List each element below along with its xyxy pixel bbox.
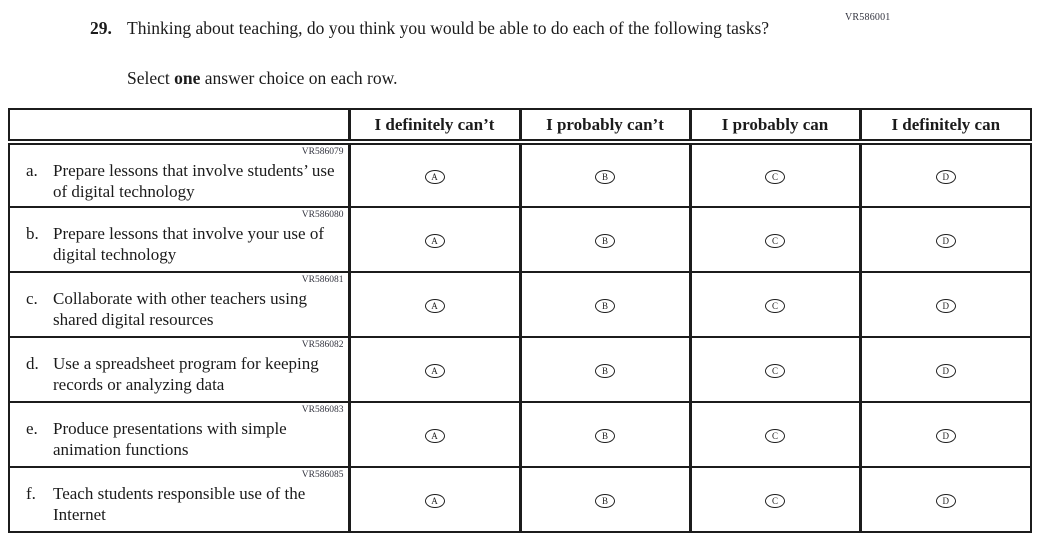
answer-bubble-d[interactable]: D [936,299,956,313]
answer-bubble-c[interactable]: C [765,234,785,248]
question-number: 29. [90,18,112,38]
row-letter: a. [26,161,38,180]
header-definitely-can: I definitely can [860,109,1031,142]
answer-bubble-a[interactable]: A [425,429,445,443]
answer-cell [349,142,520,207]
answer-cell [690,467,860,532]
answer-cell [690,207,860,272]
answer-cell [690,337,860,402]
statement-cell [9,142,349,207]
row-letter: d. [26,354,39,374]
answer-bubble-c[interactable]: C [765,429,785,443]
row-letter: e. [26,419,38,439]
row-letter: f. [26,484,36,504]
answer-cell [860,207,1031,272]
row-statement: Produce presentations with simple animation functions [53,419,287,460]
answer-cell [690,402,860,467]
answer-cell [349,402,520,467]
question-block [90,18,810,40]
answer-cell [860,142,1031,207]
answer-bubble-a[interactable]: A [425,364,445,378]
answer-cell [860,272,1031,337]
answer-cell [860,402,1031,467]
row-statement: Collaborate with other teachers using shared digital resources [53,289,307,330]
answer-cell [520,467,690,532]
header-definitely-cant: I definitely can’t [349,109,520,142]
answer-cell [860,467,1031,532]
answer-bubble-a[interactable]: A [425,170,445,184]
answer-bubble-c[interactable]: C [765,494,785,508]
answer-bubble-b[interactable]: B [595,299,615,313]
answer-cell [520,207,690,272]
row-statement: Prepare lessons that involve your use of digital technology [53,224,324,265]
header-empty-cell [9,109,349,142]
answer-cell [349,337,520,402]
answer-bubble-a[interactable]: A [425,494,445,508]
instruction-suffix: answer choice on each row. [200,68,398,88]
row-statement: Use a spreadsheet program for keeping records or analyzing data [53,354,319,395]
header-probably-cant: I probably can’t [520,109,690,142]
table-row-b [9,207,1031,272]
answer-cell [349,207,520,272]
answer-bubble-b[interactable]: B [595,364,615,378]
table-row-d [9,337,1031,402]
statement-cell [9,337,349,402]
header-probably-can: I probably can [690,109,860,142]
instruction-prefix: Select [127,68,175,88]
row-letter: c. [26,289,38,309]
answer-cell [520,272,690,337]
table-row-c [9,272,1031,337]
row-accession-code: VR586083 [301,405,344,416]
answer-bubble-c[interactable]: C [765,364,785,378]
page-accession-code: VR586001 [845,12,891,23]
statement-cell [9,272,349,337]
row-accession-code: VR586082 [301,340,344,351]
answer-bubble-d[interactable]: D [936,234,956,248]
answer-bubble-a[interactable]: A [425,234,445,248]
answer-cell [349,467,520,532]
answer-cell [690,272,860,337]
question-text: Thinking about teaching, do you think you would be able to do each of the following tasks? [127,18,770,38]
row-letter: b. [26,224,39,244]
table-row-e [9,402,1031,467]
answer-bubble-d[interactable]: D [936,494,956,508]
answer-cell [520,402,690,467]
answer-bubble-b[interactable]: B [595,494,615,508]
statement-cell [9,402,349,467]
statement-cell [9,467,349,532]
answer-bubble-b[interactable]: B [595,429,615,443]
answer-cell [520,142,690,207]
answer-bubble-d[interactable]: D [936,170,956,184]
answer-cell [690,142,860,207]
answer-bubble-d[interactable]: D [936,364,956,378]
table-row-a [9,142,1031,207]
answer-bubble-c[interactable]: C [765,170,785,184]
answer-bubble-a[interactable]: A [425,299,445,313]
answer-bubble-b[interactable]: B [595,170,615,184]
answer-bubble-c[interactable]: C [765,299,785,313]
statement-cell [9,207,349,272]
question-instruction [127,68,398,89]
header-row [9,109,1031,142]
table-row-f [9,467,1031,532]
row-statement: Prepare lessons that involve students’ use of digital technology [53,161,335,201]
row-accession-code: VR586085 [301,470,344,481]
answer-cell [349,272,520,337]
instruction-bold-word: one [174,68,201,88]
row-accession-code: VR586079 [301,147,344,157]
row-statement: Teach students responsible use of the Internet [53,484,306,525]
response-matrix [8,108,1032,533]
answer-cell [860,337,1031,402]
answer-bubble-d[interactable]: D [936,429,956,443]
row-accession-code: VR586080 [301,210,344,221]
row-accession-code: VR586081 [301,275,344,286]
answer-bubble-b[interactable]: B [595,234,615,248]
answer-cell [520,337,690,402]
